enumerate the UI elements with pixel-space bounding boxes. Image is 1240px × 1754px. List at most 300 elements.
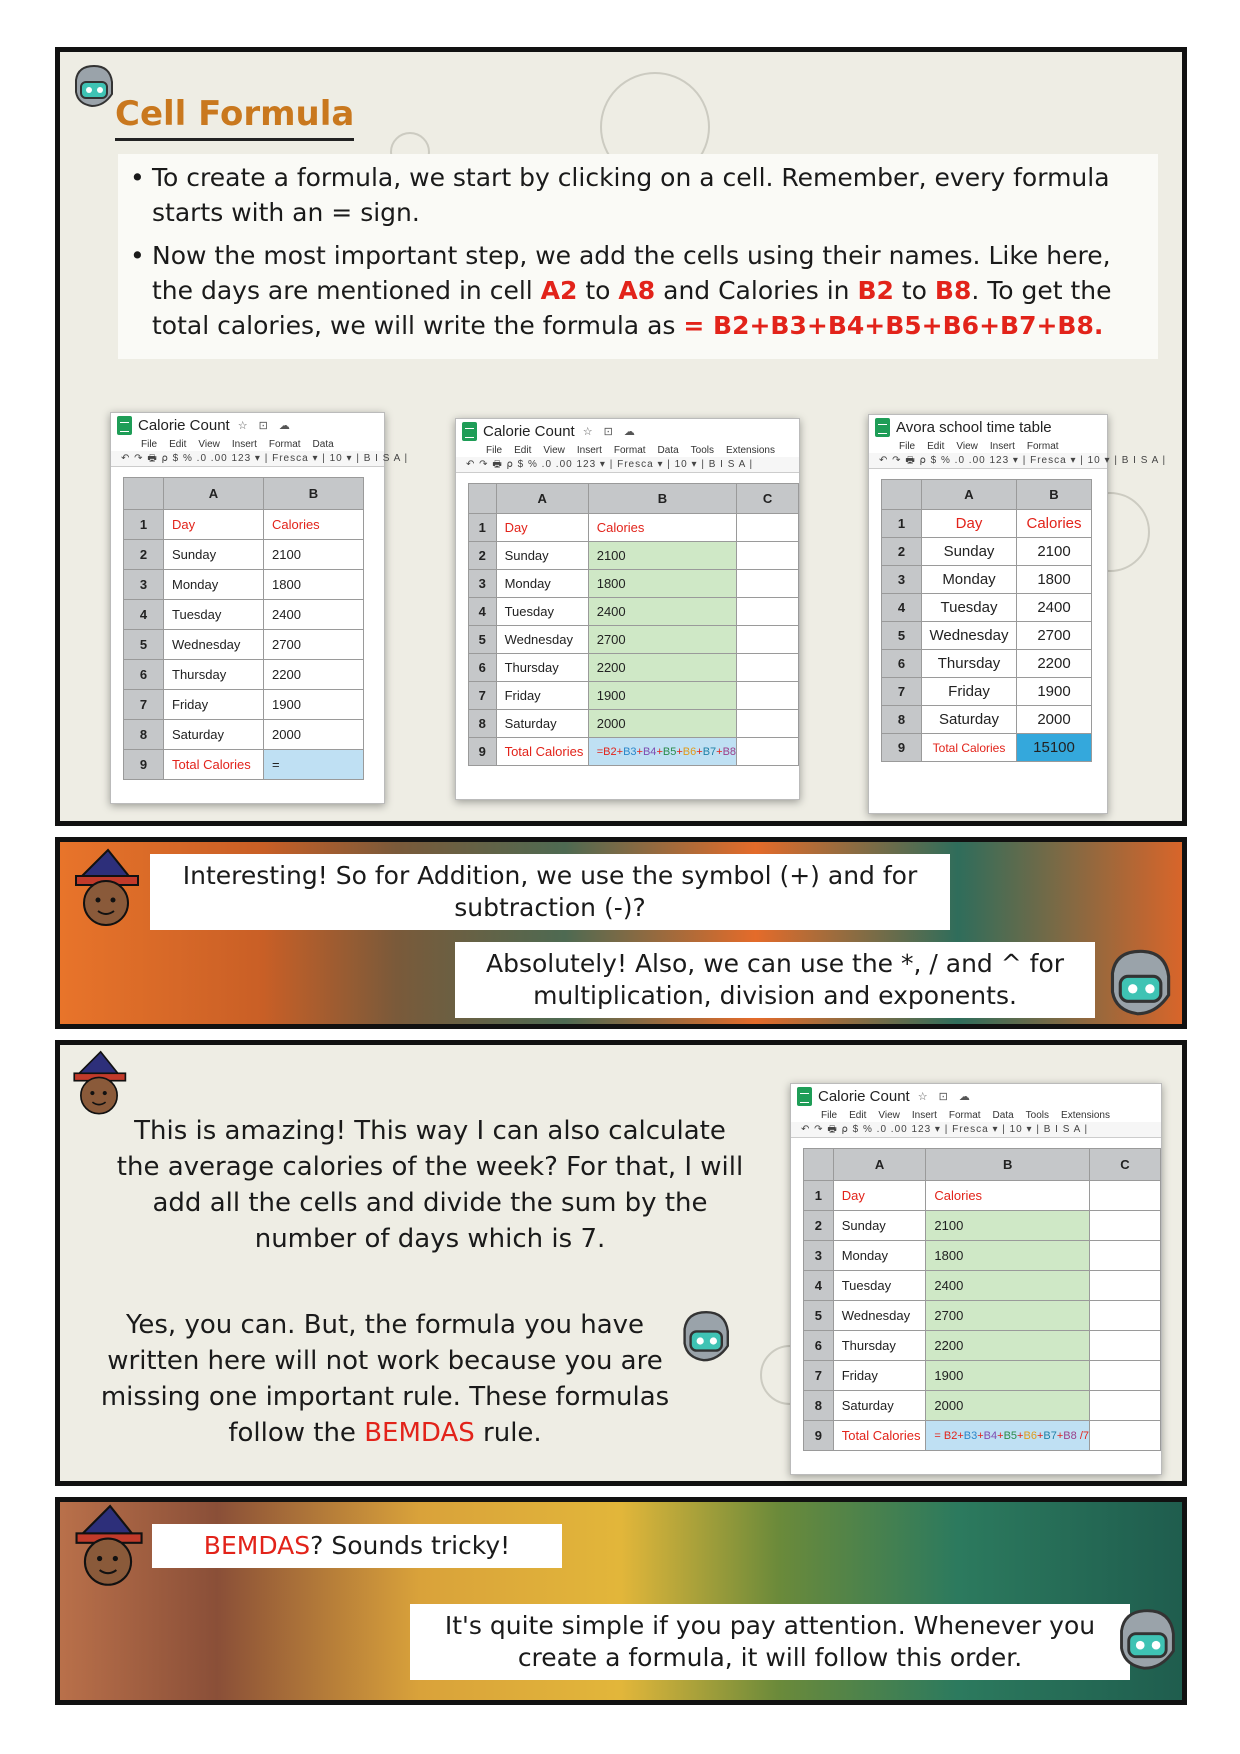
star-icon[interactable]: ☆ ⊡ ☁	[917, 1090, 974, 1103]
robot-avatar-icon	[68, 60, 118, 110]
row-header[interactable]: 6	[882, 650, 922, 678]
cell[interactable]: Saturday	[922, 706, 1017, 734]
formula-token: B3	[963, 1429, 978, 1442]
menu-item[interactable]: View	[956, 440, 978, 452]
row-header[interactable]: 8	[882, 706, 922, 734]
formula-token: B5	[662, 745, 677, 758]
cell[interactable]: Saturday	[496, 710, 588, 738]
row-header[interactable]: 7	[804, 1361, 834, 1391]
cell[interactable]: Tuesday	[922, 594, 1017, 622]
cell[interactable]: 2100	[926, 1211, 1090, 1241]
cell[interactable]: Friday	[496, 682, 588, 710]
row-header[interactable]: 3	[804, 1241, 834, 1271]
menu-item[interactable]: File	[486, 444, 503, 456]
row-header[interactable]: 9	[469, 738, 497, 766]
row-header[interactable]: 7	[882, 678, 922, 706]
formula-token: +	[716, 745, 723, 758]
menu-item[interactable]: View	[543, 444, 565, 456]
bullet-text: and Calories in	[655, 276, 858, 305]
cell[interactable]: Thursday	[496, 654, 588, 682]
sheet-toolbar[interactable]: ↶ ↷ 🖶 ⍴ $ % .0 .00 123 ▾ | Fresca ▾ | 10 ▾ | B I S A |	[791, 1122, 1161, 1138]
row-header[interactable]: 2	[469, 542, 497, 570]
sheet-header	[791, 1084, 1161, 1108]
table-row	[469, 598, 799, 626]
table-row	[882, 650, 1092, 678]
column-header[interactable]: C	[1090, 1149, 1161, 1181]
sheet-title: Calorie Count	[138, 416, 230, 434]
speech-text-question: This is amazing! This way I can also calculate the average calories of the week? For that, I will add all the cells and divide the sum by the number of days which is 7.	[116, 1116, 744, 1254]
table-row	[124, 600, 364, 630]
formula-token: B3	[623, 745, 637, 758]
row-header[interactable]: 8	[124, 720, 164, 750]
table-row	[124, 690, 364, 720]
sheet-grid	[468, 483, 799, 766]
formula-token: B4	[983, 1429, 998, 1442]
table-row	[882, 594, 1092, 622]
sheet-title: Calorie Count	[483, 422, 575, 440]
cell[interactable]: 2700	[1017, 622, 1092, 650]
cell[interactable]: Total Calories	[496, 738, 588, 766]
formula-token: B8	[722, 745, 737, 758]
row-header[interactable]: 4	[804, 1271, 834, 1301]
cell[interactable]: 2100	[1017, 538, 1092, 566]
speech-bubble-question	[152, 1524, 562, 1568]
sheet-grid	[881, 479, 1092, 762]
menu-item[interactable]: Data	[992, 1109, 1014, 1121]
speech-bubble-question: Interesting! So for Addition, we use the symbol (+) and for subtraction (-)?	[150, 854, 950, 930]
column-header[interactable]: B	[926, 1149, 1090, 1181]
bullet-item	[128, 160, 1148, 230]
star-icon[interactable]: ☆ ⊡ ☁	[582, 425, 639, 438]
row-header[interactable]: 5	[124, 630, 164, 660]
cell[interactable]: =	[264, 750, 364, 780]
bullet-text: . To get the total calories, we will write the formula as	[152, 276, 1112, 340]
cell[interactable]: 2400	[926, 1271, 1090, 1301]
corner-cell[interactable]	[804, 1149, 834, 1181]
row-header[interactable]: 2	[124, 540, 164, 570]
row-header[interactable]: 5	[882, 622, 922, 650]
wizard-avatar-icon	[66, 1049, 132, 1119]
cell[interactable]: Friday	[833, 1361, 926, 1391]
cell[interactable]: Sunday	[164, 540, 264, 570]
cell[interactable]	[1090, 1391, 1161, 1421]
sheet-menu	[456, 443, 799, 457]
sheet-toolbar[interactable]: ↶ ↷ 🖶 ⍴ $ % .0 .00 123 ▾ | Fresca ▾ | 10 ▾ | B I S A |	[869, 453, 1107, 469]
cell[interactable]: 2000	[1017, 706, 1092, 734]
table-row	[469, 514, 799, 542]
cell[interactable]: Calories	[1017, 510, 1092, 538]
cell[interactable]: 1900	[264, 690, 364, 720]
robot-avatar-icon	[675, 1305, 735, 1365]
sheet-title: Calorie Count	[818, 1087, 910, 1105]
table-row	[882, 510, 1092, 538]
row-header[interactable]: 9	[882, 734, 922, 762]
sheet-menu	[869, 439, 1107, 453]
row-header[interactable]: 3	[882, 566, 922, 594]
panel-symbols	[55, 837, 1187, 1029]
cell[interactable]: Day	[922, 510, 1017, 538]
cell[interactable]: 1800	[1017, 566, 1092, 594]
cell-ref: B2	[857, 276, 894, 305]
sheets-logo-icon	[117, 416, 132, 435]
bemdas-keyword: BEMDAS	[364, 1418, 475, 1448]
formula-token: B5	[1003, 1429, 1018, 1442]
bullet-text: to	[893, 276, 935, 305]
sheets-logo-icon	[462, 422, 477, 441]
cell[interactable]: 2400	[1017, 594, 1092, 622]
cell[interactable]: 2700	[588, 626, 736, 654]
cell[interactable]	[1090, 1211, 1161, 1241]
cell[interactable]: Day	[833, 1181, 926, 1211]
cell-ref: A8	[618, 276, 656, 305]
cell[interactable]: Thursday	[164, 660, 264, 690]
menu-item[interactable]: Extensions	[726, 444, 775, 456]
menu-item[interactable]: File	[141, 438, 158, 450]
cell[interactable]	[1090, 1421, 1161, 1451]
row-header[interactable]: 6	[804, 1331, 834, 1361]
cell[interactable]	[1090, 1301, 1161, 1331]
table-row	[804, 1331, 1161, 1361]
table-row	[804, 1301, 1161, 1331]
formula-token: B6	[682, 745, 697, 758]
formula-token: +	[997, 1429, 1004, 1442]
formula-token: B4	[642, 745, 657, 758]
cell[interactable]: 2000	[926, 1391, 1090, 1421]
formula-token: /7	[1076, 1429, 1089, 1442]
answer-text: rule.	[474, 1418, 542, 1448]
table-row	[804, 1211, 1161, 1241]
panel-average	[55, 1040, 1187, 1486]
table-row	[469, 682, 799, 710]
table-row	[124, 570, 364, 600]
bullet-text: To create a formula, we start by clicking on a cell. Remember, every formula starts with an = sign.	[152, 163, 1110, 227]
table-row	[882, 678, 1092, 706]
table-row	[882, 622, 1092, 650]
row-header[interactable]: 1	[469, 514, 497, 542]
formula-token: +	[1017, 1429, 1024, 1442]
cell[interactable]: Tuesday	[496, 598, 588, 626]
cell[interactable]: Total Calories	[922, 734, 1017, 762]
row-header[interactable]: 5	[469, 626, 497, 654]
column-header[interactable]: A	[496, 484, 588, 514]
table-row	[124, 540, 364, 570]
cell[interactable]: Sunday	[833, 1211, 926, 1241]
row-header[interactable]: 8	[804, 1391, 834, 1421]
cell[interactable]: Thursday	[922, 650, 1017, 678]
cell[interactable]	[737, 542, 799, 570]
table-row	[469, 654, 799, 682]
panel-cell-formula	[55, 47, 1187, 826]
row-header[interactable]: 3	[124, 570, 164, 600]
cell[interactable]: Day	[164, 510, 264, 540]
menu-item[interactable]: Format	[1026, 440, 1059, 452]
table-row	[882, 566, 1092, 594]
cell[interactable]: Day	[496, 514, 588, 542]
cell[interactable]: 15100	[1017, 734, 1092, 762]
row-header[interactable]: 5	[804, 1301, 834, 1331]
menu-item[interactable]: Edit	[849, 1109, 867, 1121]
column-header[interactable]: B	[264, 478, 364, 510]
panel-bemdas	[55, 1497, 1187, 1705]
row-header[interactable]: 7	[469, 682, 497, 710]
cell[interactable]: 2200	[264, 660, 364, 690]
cell[interactable]: 2400	[264, 600, 364, 630]
menu-item[interactable]: Edit	[514, 444, 532, 456]
menu-item[interactable]: View	[878, 1109, 900, 1121]
bullet-list	[118, 154, 1158, 359]
cell[interactable]: Friday	[922, 678, 1017, 706]
menu-item[interactable]: Tools	[690, 444, 715, 456]
menu-item[interactable]: Tools	[1025, 1109, 1050, 1121]
speech-bubble-answer: It's quite simple if you pay attention. Whenever you create a formula, it will follow this order.	[410, 1604, 1130, 1680]
answer-text: Yes, you can. But, the formula you have written here will not work because you are missing one important rule. These formulas follow the	[100, 1310, 670, 1448]
table-row	[124, 720, 364, 750]
menu-item[interactable]: Extensions	[1061, 1109, 1110, 1121]
corner-cell[interactable]	[882, 480, 922, 510]
bullet-text: Now the most important step, we add the cells using their names. Like here, the days are mentioned in cell	[152, 241, 1111, 305]
cell[interactable]: 2400	[588, 598, 736, 626]
cell[interactable]: Calories	[588, 514, 736, 542]
bullet-item	[128, 238, 1148, 343]
cell[interactable]: Thursday	[833, 1331, 926, 1361]
cell[interactable]	[926, 1421, 1090, 1451]
cell[interactable]: Monday	[833, 1241, 926, 1271]
cell[interactable]	[1090, 1241, 1161, 1271]
table-row	[469, 738, 799, 766]
menu-item[interactable]: Insert	[911, 1109, 937, 1121]
cell[interactable]	[737, 654, 799, 682]
row-header[interactable]: 6	[469, 654, 497, 682]
table-row	[124, 510, 364, 540]
sheet-toolbar[interactable]: ↶ ↷ 🖶 ⍴ $ % .0 .00 123 ▾ | Fresca ▾ | 10 ▾ | B I S A |	[456, 457, 799, 473]
cell[interactable]: 2200	[588, 654, 736, 682]
cell[interactable]	[1090, 1331, 1161, 1361]
formula-token: +	[696, 745, 703, 758]
cell[interactable]: Total Calories	[833, 1421, 926, 1451]
speech-bubble-answer: Absolutely! Also, we can use the *, / and ^ for multiplication, division and exponents.	[455, 942, 1095, 1018]
sheet-grid	[123, 477, 364, 780]
menu-item[interactable]: Insert	[576, 444, 602, 456]
cell[interactable]: Saturday	[164, 720, 264, 750]
spreadsheet-4	[790, 1083, 1162, 1475]
robot-avatar-icon	[1100, 942, 1178, 1020]
bullet-text: to	[577, 276, 619, 305]
table-row	[882, 734, 1092, 762]
row-header[interactable]: 4	[124, 600, 164, 630]
cell[interactable]: 1800	[926, 1241, 1090, 1271]
cell[interactable]: 2700	[926, 1301, 1090, 1331]
star-icon[interactable]: ☆ ⊡ ☁	[237, 419, 294, 432]
formula-token: B7	[702, 745, 717, 758]
menu-item[interactable]: Insert	[231, 438, 257, 450]
cell[interactable]: Calories	[264, 510, 364, 540]
menu-item[interactable]: Format	[948, 1109, 981, 1121]
wizard-avatar-icon	[66, 1504, 150, 1590]
cell-ref: B8	[934, 276, 972, 305]
row-header[interactable]: 4	[469, 598, 497, 626]
table-row	[124, 750, 364, 780]
cell[interactable]: 2100	[588, 542, 736, 570]
question-text: ? Sounds tricky!	[310, 1531, 511, 1560]
row-header[interactable]: 8	[469, 710, 497, 738]
cell[interactable]	[737, 514, 799, 542]
cell[interactable]: Wednesday	[833, 1301, 926, 1331]
sheet-header	[111, 413, 384, 437]
cell-ref: A2	[540, 276, 578, 305]
column-header[interactable]: C	[737, 484, 799, 514]
cell[interactable]	[1090, 1271, 1161, 1301]
table-row	[804, 1361, 1161, 1391]
cell[interactable]: 2000	[588, 710, 736, 738]
cell[interactable]	[737, 598, 799, 626]
cell[interactable]	[737, 570, 799, 598]
formula-token: B2	[603, 745, 617, 758]
menu-item[interactable]: File	[899, 440, 916, 452]
formula-token: +	[977, 1429, 984, 1442]
table-row	[882, 706, 1092, 734]
formula-token: +	[676, 745, 683, 758]
table-row	[469, 542, 799, 570]
cell[interactable]: Tuesday	[164, 600, 264, 630]
sheets-logo-icon	[875, 418, 890, 437]
formula-token: B8	[1063, 1429, 1077, 1442]
formula-token: +	[1036, 1429, 1044, 1442]
sheet-grid	[803, 1148, 1161, 1451]
sheet-toolbar[interactable]: ↶ ↷ 🖶 ⍴ $ % .0 .00 123 ▾ | Fresca ▾ | 10 ▾ | B I S A |	[111, 451, 384, 467]
cell[interactable]: Sunday	[496, 542, 588, 570]
cell[interactable]: Monday	[922, 566, 1017, 594]
row-header[interactable]: 4	[882, 594, 922, 622]
sheet-header	[456, 419, 799, 443]
menu-item[interactable]: View	[198, 438, 220, 450]
row-header[interactable]: 1	[804, 1181, 834, 1211]
formula-token: B6	[1023, 1429, 1037, 1442]
row-header[interactable]: 7	[124, 690, 164, 720]
menu-item[interactable]: Edit	[927, 440, 945, 452]
cell[interactable]: 1900	[588, 682, 736, 710]
cell[interactable]: Calories	[926, 1181, 1090, 1211]
corner-cell[interactable]	[469, 484, 497, 514]
row-header[interactable]: 1	[882, 510, 922, 538]
cell[interactable]: 2100	[264, 540, 364, 570]
sheet-header	[869, 415, 1107, 439]
formula-token: +	[656, 745, 663, 758]
row-header[interactable]: 2	[882, 538, 922, 566]
table-row	[469, 710, 799, 738]
formula-token: =	[934, 1429, 944, 1442]
menu-item[interactable]: Format	[268, 438, 301, 450]
sheet-title: Avora school time table	[896, 418, 1052, 436]
cell[interactable]: Wednesday	[496, 626, 588, 654]
menu-item[interactable]: Edit	[169, 438, 187, 450]
table-row	[804, 1181, 1161, 1211]
table-row	[882, 538, 1092, 566]
row-header[interactable]: 6	[124, 660, 164, 690]
cell[interactable]	[737, 738, 799, 766]
cell[interactable]	[737, 710, 799, 738]
row-header[interactable]: 3	[469, 570, 497, 598]
column-header[interactable]: A	[833, 1149, 926, 1181]
cell[interactable]: Sunday	[922, 538, 1017, 566]
table-row	[469, 570, 799, 598]
column-header[interactable]: B	[1017, 480, 1092, 510]
speech-text-answer	[95, 1307, 675, 1451]
cell[interactable]	[1090, 1181, 1161, 1211]
corner-cell[interactable]	[124, 478, 164, 510]
cell[interactable]: Monday	[496, 570, 588, 598]
section-title: Cell Formula	[115, 94, 354, 141]
cell[interactable]: 2200	[1017, 650, 1092, 678]
cell[interactable]: 1800	[264, 570, 364, 600]
table-row	[804, 1391, 1161, 1421]
formula-token: +	[636, 745, 643, 758]
row-header[interactable]: 9	[124, 750, 164, 780]
table-row	[124, 630, 364, 660]
spreadsheet-2	[455, 418, 800, 800]
table-row	[804, 1421, 1161, 1451]
spreadsheet-1	[110, 412, 409, 804]
column-header[interactable]: B	[588, 484, 736, 514]
cell[interactable]: 1900	[926, 1361, 1090, 1391]
cell[interactable]: Wednesday	[164, 630, 264, 660]
menu-item[interactable]: Format	[613, 444, 646, 456]
menu-item[interactable]: Data	[312, 438, 334, 450]
cell[interactable]: Friday	[164, 690, 264, 720]
menu-item[interactable]: Insert	[989, 440, 1015, 452]
formula-text: = B2+B3+B4+B5+B6+B7+B8.	[683, 311, 1104, 340]
sheet-menu	[791, 1108, 1161, 1122]
sheets-logo-icon	[797, 1087, 812, 1106]
sheet-menu	[111, 437, 384, 451]
cell[interactable]: 2200	[926, 1331, 1090, 1361]
wizard-avatar-icon	[66, 848, 146, 930]
spreadsheet-3	[868, 414, 1167, 814]
cell[interactable]	[1090, 1361, 1161, 1391]
row-header[interactable]: 1	[124, 510, 164, 540]
formula-token: +	[957, 1429, 964, 1442]
menu-item[interactable]: File	[821, 1109, 838, 1121]
column-header[interactable]: A	[164, 478, 264, 510]
cell[interactable]: Wednesday	[922, 622, 1017, 650]
cell[interactable]: Saturday	[833, 1391, 926, 1421]
cell[interactable]: 1800	[588, 570, 736, 598]
cell[interactable]: 1900	[1017, 678, 1092, 706]
table-row	[124, 660, 364, 690]
robot-avatar-icon	[1110, 1602, 1182, 1674]
cell[interactable]	[737, 626, 799, 654]
table-row	[469, 626, 799, 654]
column-header[interactable]: A	[922, 480, 1017, 510]
cell[interactable]: Tuesday	[833, 1271, 926, 1301]
row-header[interactable]: 9	[804, 1421, 834, 1451]
formula-token: =	[596, 745, 604, 758]
cell[interactable]: 2700	[264, 630, 364, 660]
cell[interactable]	[588, 738, 736, 766]
row-header[interactable]: 2	[804, 1211, 834, 1241]
formula-token: B2	[943, 1429, 958, 1442]
bemdas-keyword: BEMDAS	[203, 1531, 311, 1560]
menu-item[interactable]: Data	[657, 444, 679, 456]
cell[interactable]	[737, 682, 799, 710]
formula-token: B7	[1043, 1429, 1057, 1442]
formula-token: +	[616, 745, 624, 758]
cell[interactable]: Total Calories	[164, 750, 264, 780]
table-row	[804, 1241, 1161, 1271]
cell[interactable]: Monday	[164, 570, 264, 600]
formula-token: +	[1056, 1429, 1064, 1442]
cell[interactable]: 2000	[264, 720, 364, 750]
table-row	[804, 1271, 1161, 1301]
